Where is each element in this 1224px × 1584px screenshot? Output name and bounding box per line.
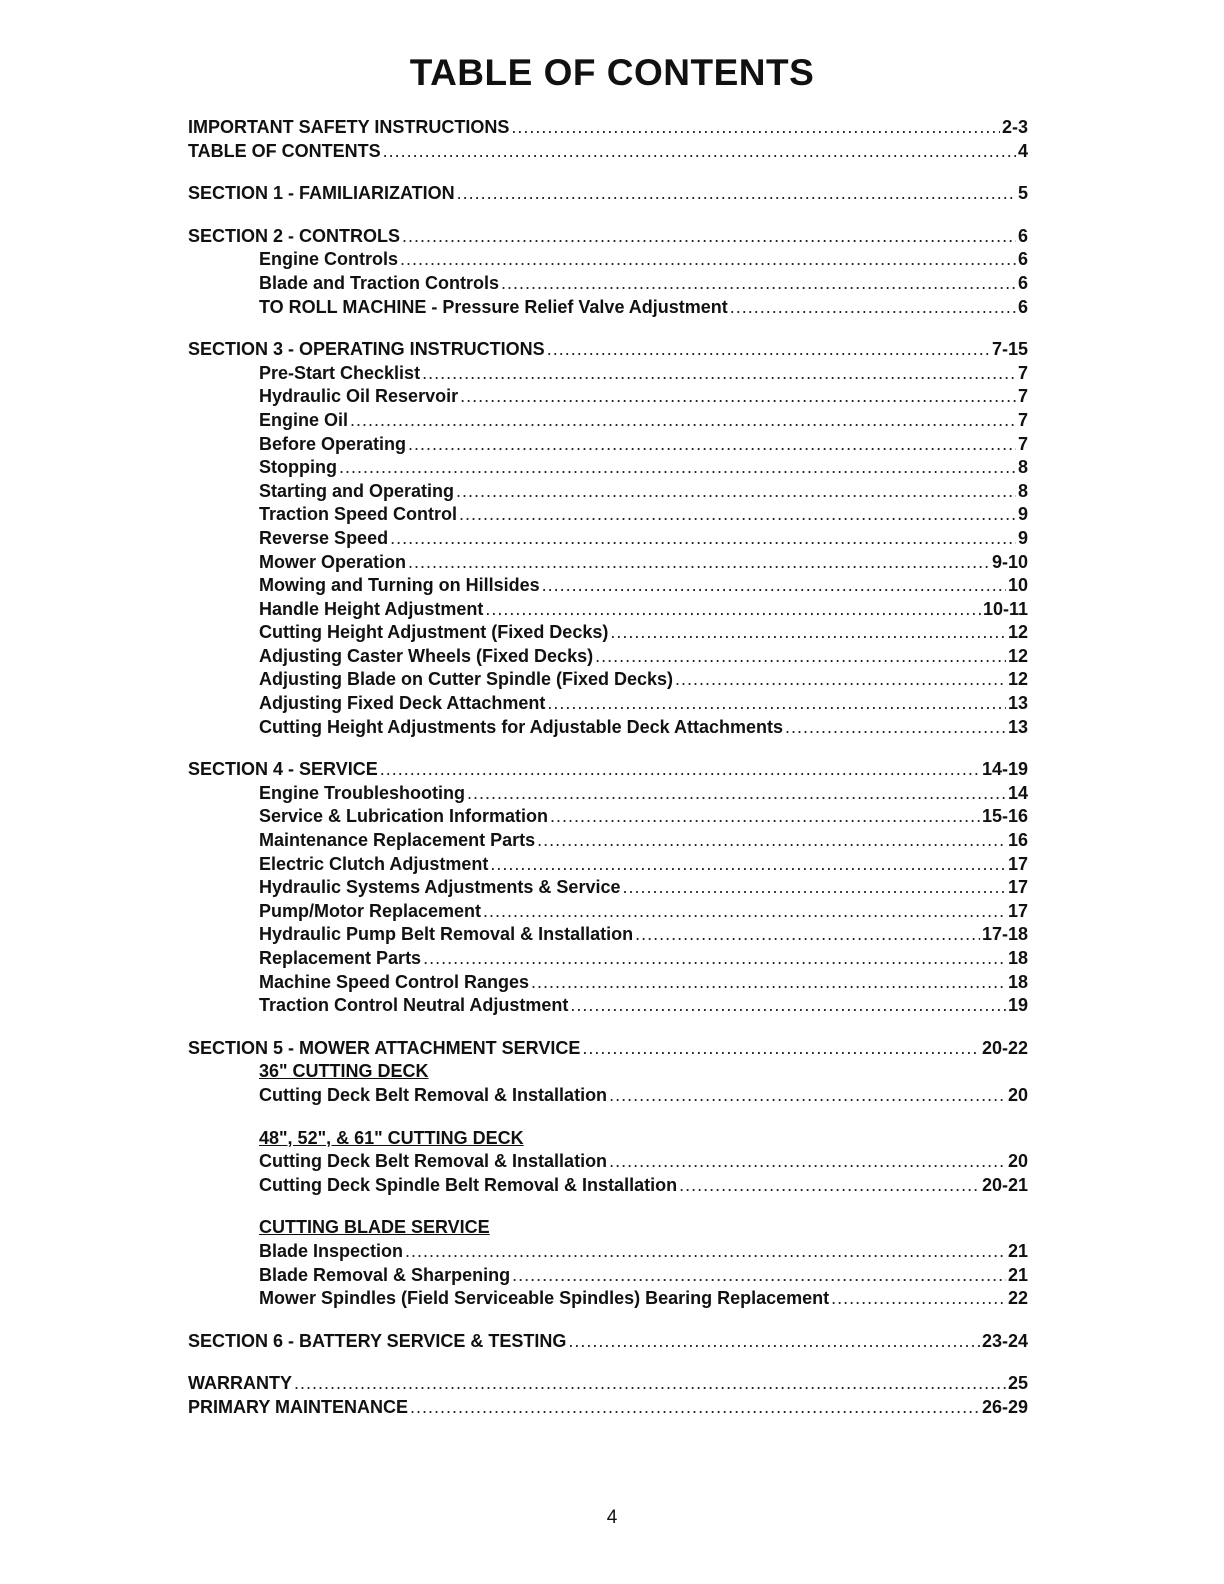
- toc-subentry: [188, 296, 1028, 320]
- dot-leader: [595, 645, 1006, 669]
- toc-subentry: [188, 716, 1028, 740]
- toc-entry-label: Cutting Height Adjustments for Adjustable Deck Attachments: [259, 716, 784, 737]
- toc-entry-label: Reverse Speed: [259, 527, 389, 548]
- toc-subentry: [188, 853, 1028, 877]
- toc-entry-label: Replacement Parts: [259, 948, 422, 968]
- toc-subentry: [188, 503, 1028, 527]
- dot-leader: [568, 1330, 980, 1354]
- toc-section: [188, 225, 1028, 249]
- dot-leader: [483, 900, 1006, 924]
- toc-entry-label: Adjusting Fixed Deck Attachment: [259, 693, 546, 714]
- dot-leader: [350, 409, 1016, 433]
- dot-leader: [456, 480, 1016, 504]
- dot-leader: [547, 338, 990, 362]
- toc-entry-label: Adjusting Blade on Cutter Spindle (Fixed Decks): [259, 669, 674, 690]
- dot-leader: [459, 503, 1016, 527]
- toc-subentry: [188, 1240, 1028, 1264]
- toc-entry-label: SECTION 1 - FAMILIARIZATION: [188, 183, 455, 204]
- toc-entry-page: 26-29: [981, 1396, 1028, 1417]
- toc-entry-label: Pump/Motor Replacement: [259, 900, 482, 921]
- toc-subheading: 48", 52", & 61" CUTTING DECK: [259, 1127, 524, 1148]
- toc-entry-page: 7: [1017, 409, 1028, 430]
- toc-subentry: [188, 433, 1028, 457]
- dot-leader: [400, 248, 1016, 272]
- toc-section: [188, 1372, 1028, 1396]
- toc-subentry: [188, 1150, 1028, 1174]
- toc-entry-page: 19: [1007, 995, 1028, 1016]
- toc-entry-page: 6: [1017, 296, 1028, 317]
- dot-leader: [550, 805, 980, 829]
- dot-leader: [339, 456, 1016, 480]
- toc-subentry: [188, 692, 1028, 716]
- toc-entry-page: 22: [1007, 1288, 1028, 1309]
- toc-section: [188, 1330, 1028, 1354]
- toc-subentry: [188, 1287, 1028, 1311]
- toc-entry-label: Traction Speed Control: [259, 504, 458, 525]
- toc-subentry: [188, 1264, 1028, 1288]
- dot-leader: [511, 116, 1000, 140]
- toc-entry-page: 6: [1017, 249, 1028, 270]
- toc-entry-page: 12: [1007, 645, 1028, 666]
- toc-entry-label: Cutting Deck Belt Removal & Installation: [259, 1084, 608, 1105]
- toc-entry-page: 4: [1017, 140, 1028, 161]
- dot-leader: [422, 362, 1016, 386]
- toc-entry-label: SECTION 4 - SERVICE: [188, 759, 378, 780]
- toc-entry-page: 20: [1007, 1151, 1028, 1172]
- dot-leader: [537, 829, 1006, 853]
- toc-entry-label: Mowing and Turning on Hillsides: [259, 575, 540, 596]
- dot-leader: [730, 296, 1016, 320]
- toc-subentry: [188, 621, 1028, 645]
- toc-subheading: 36" CUTTING DECK: [259, 1061, 429, 1082]
- toc-entry-label: Mower Spindles (Field Serviceable Spindles) Bearing Replacement: [259, 1288, 830, 1309]
- toc-entry-page: 2-3: [1001, 117, 1028, 137]
- dot-leader: [831, 1287, 1006, 1311]
- toc-entry-page: 15-16: [981, 806, 1028, 827]
- toc-entry-label: Hydraulic Pump Belt Removal & Installation: [259, 924, 634, 945]
- toc-entry-page: 23-24: [981, 1330, 1028, 1351]
- toc-entry-label: WARRANTY: [188, 1373, 292, 1394]
- toc-entry-page: 21: [1007, 1240, 1028, 1261]
- toc-entry-label: Traction Control Neutral Adjustment: [259, 995, 569, 1016]
- toc-entry-page: 9: [1017, 527, 1028, 548]
- toc-entry-label: Blade and Traction Controls: [259, 272, 500, 293]
- dot-leader: [635, 923, 980, 947]
- dot-leader: [609, 1150, 1006, 1174]
- dot-leader: [610, 621, 1006, 645]
- toc-entry-label: Engine Oil: [259, 409, 349, 430]
- toc-entry: [188, 140, 1028, 164]
- dot-leader: [582, 1037, 980, 1061]
- toc-entry-label: Engine Troubleshooting: [259, 782, 465, 803]
- toc-subentry: [188, 574, 1028, 598]
- dot-leader: [570, 994, 1006, 1018]
- toc-entry-label: Maintenance Replacement Parts: [259, 830, 536, 851]
- dot-leader: [501, 272, 1016, 296]
- dot-leader: [410, 1396, 980, 1420]
- toc-subentry: [188, 409, 1028, 433]
- toc-entry-page: 20-21: [981, 1174, 1028, 1195]
- toc-subentry: [188, 527, 1028, 551]
- toc-entry-page: 14-19: [981, 759, 1028, 780]
- toc-entry-label: SECTION 6 - BATTERY SERVICE & TESTING: [188, 1330, 567, 1351]
- toc-entry: [188, 116, 1028, 140]
- toc-entry-label: Mower Operation: [259, 551, 407, 572]
- toc-subentry: [188, 923, 1028, 947]
- toc-section: [188, 338, 1028, 362]
- toc-section: [188, 758, 1028, 782]
- toc-entry-label: Electric Clutch Adjustment: [259, 853, 489, 874]
- toc-entry-label: PRIMARY MAINTENANCE: [188, 1396, 409, 1417]
- toc-subentry: [188, 805, 1028, 829]
- dot-leader: [785, 716, 1006, 740]
- dot-leader: [408, 551, 990, 575]
- toc-entry-page: 13: [1007, 716, 1028, 737]
- dot-leader: [457, 182, 1016, 206]
- toc-entry-label: IMPORTANT SAFETY INSTRUCTIONS: [188, 117, 510, 137]
- toc-subentry: [188, 480, 1028, 504]
- toc-entry-page: 9-10: [991, 551, 1028, 572]
- dot-leader: [467, 782, 1006, 806]
- toc-entry-page: 7-15: [991, 339, 1028, 360]
- toc-entry-page: 12: [1007, 622, 1028, 643]
- toc-entry-label: Engine Controls: [259, 249, 398, 270]
- toc-entry-label: TABLE OF CONTENTS: [188, 140, 381, 161]
- toc-subentry: [188, 456, 1028, 480]
- toc-entry-page: 13: [1007, 693, 1028, 714]
- dot-leader: [609, 1084, 1006, 1108]
- toc-subentry: [188, 645, 1028, 669]
- toc-entry-page: 12: [1007, 669, 1028, 690]
- toc-subentry: [188, 668, 1028, 692]
- dot-leader: [383, 140, 1016, 164]
- dot-leader: [460, 385, 1016, 409]
- toc-entry-page: 10-11: [982, 598, 1028, 619]
- dot-leader: [294, 1372, 1006, 1396]
- toc-subentry: [188, 900, 1028, 924]
- toc-entry-page: 8: [1017, 480, 1028, 501]
- toc-section: [188, 182, 1028, 206]
- toc-section: [188, 1037, 1028, 1061]
- toc-entry-label: Adjusting Caster Wheels (Fixed Decks): [259, 645, 594, 666]
- toc-entry-label: Hydraulic Systems Adjustments & Service: [259, 877, 621, 898]
- toc-entry-page: 5: [1017, 183, 1028, 204]
- toc-entry-label: Service & Lubrication Information: [259, 806, 549, 827]
- dot-leader: [390, 527, 1016, 551]
- toc-entry-label: Cutting Deck Belt Removal & Installation: [259, 1151, 608, 1172]
- toc-subentry: [188, 248, 1028, 272]
- dot-leader: [408, 433, 1016, 457]
- toc-list: [188, 116, 1028, 1420]
- toc-entry-page: 6: [1017, 272, 1028, 293]
- dot-leader: [622, 876, 1005, 900]
- toc-entry-label: Blade Removal & Sharpening: [259, 1264, 511, 1285]
- toc-entry-label: TO ROLL MACHINE - Pressure Relief Valve Adjustment: [259, 296, 728, 317]
- toc-subentry: [188, 551, 1028, 575]
- toc-entry-page: 20-22: [981, 1037, 1028, 1058]
- toc-entry-page: 25: [1007, 1373, 1028, 1394]
- toc-entry-page: 14: [1007, 782, 1028, 803]
- toc-entry-label: Stopping: [259, 457, 337, 478]
- toc-subentry: [188, 272, 1028, 296]
- toc-entry-page: 18: [1007, 948, 1028, 968]
- toc-entry-page: 17: [1007, 900, 1028, 921]
- toc-entry-page: 17: [1007, 877, 1028, 898]
- toc-entry-page: 17: [1007, 853, 1028, 874]
- toc-entry-page: 18: [1007, 971, 1028, 992]
- toc-entry-page: 9: [1017, 504, 1028, 525]
- toc-subentry: [188, 782, 1028, 806]
- toc-entry-label: Cutting Height Adjustment (Fixed Decks): [259, 622, 609, 643]
- toc-subentry: [188, 829, 1028, 853]
- toc-entry-label: SECTION 5 - MOWER ATTACHMENT SERVICE: [188, 1037, 581, 1058]
- toc-entry-label: SECTION 2 - CONTROLS: [188, 225, 401, 246]
- dot-leader: [423, 947, 1006, 971]
- toc-subheading: CUTTING BLADE SERVICE: [259, 1217, 490, 1238]
- toc-entry-page: 6: [1017, 225, 1028, 246]
- dot-leader: [531, 971, 1006, 995]
- page-number: 4: [606, 1507, 618, 1528]
- toc-entry-page: 7: [1017, 433, 1028, 454]
- toc-entry-label: Handle Height Adjustment: [259, 598, 484, 619]
- toc-entry-label: Cutting Deck Spindle Belt Removal & Installation: [259, 1174, 678, 1195]
- toc-subentry: [188, 598, 1028, 622]
- toc-entry-page: 17-18: [981, 924, 1028, 945]
- dot-leader: [402, 225, 1016, 249]
- dot-leader: [547, 692, 1006, 716]
- toc-entry-label: Blade Inspection: [259, 1240, 404, 1261]
- toc-entry-page: 10: [1007, 575, 1028, 596]
- toc-entry-label: Hydraulic Oil Reservoir: [259, 386, 459, 407]
- toc-entry-page: 7: [1017, 386, 1028, 407]
- toc-entry-label: SECTION 3 - OPERATING INSTRUCTIONS: [188, 339, 545, 360]
- toc-entry-label: Before Operating: [259, 433, 407, 454]
- toc-entry-page: 20: [1007, 1084, 1028, 1105]
- toc-entry-page: 21: [1007, 1264, 1028, 1285]
- dot-leader: [485, 598, 981, 622]
- toc-entry-label: Machine Speed Control Ranges: [259, 971, 530, 992]
- toc-subentry: [188, 385, 1028, 409]
- toc-subentry: [188, 1084, 1028, 1108]
- dot-leader: [512, 1264, 1006, 1288]
- dot-leader: [405, 1240, 1006, 1264]
- page-title: TABLE OF CONTENTS: [409, 52, 815, 93]
- toc-entry-page: 7: [1017, 362, 1028, 383]
- toc-subentry: [188, 971, 1028, 995]
- toc-subentry: [188, 362, 1028, 386]
- toc-entry-label: Starting and Operating: [259, 480, 455, 501]
- toc-entry-label: Pre-Start Checklist: [259, 362, 421, 383]
- toc-subentry: [188, 994, 1028, 1018]
- toc-subentry: [188, 1174, 1028, 1198]
- dot-leader: [380, 758, 980, 782]
- toc-entry-page: 8: [1017, 457, 1028, 478]
- dot-leader: [490, 853, 1006, 877]
- toc-entry-page: 16: [1007, 830, 1028, 851]
- dot-leader: [679, 1174, 980, 1198]
- toc-subentry: [188, 947, 1028, 971]
- toc-subentry: [188, 876, 1028, 900]
- dot-leader: [542, 574, 1006, 598]
- dot-leader: [675, 668, 1006, 692]
- toc-section: [188, 1396, 1028, 1420]
